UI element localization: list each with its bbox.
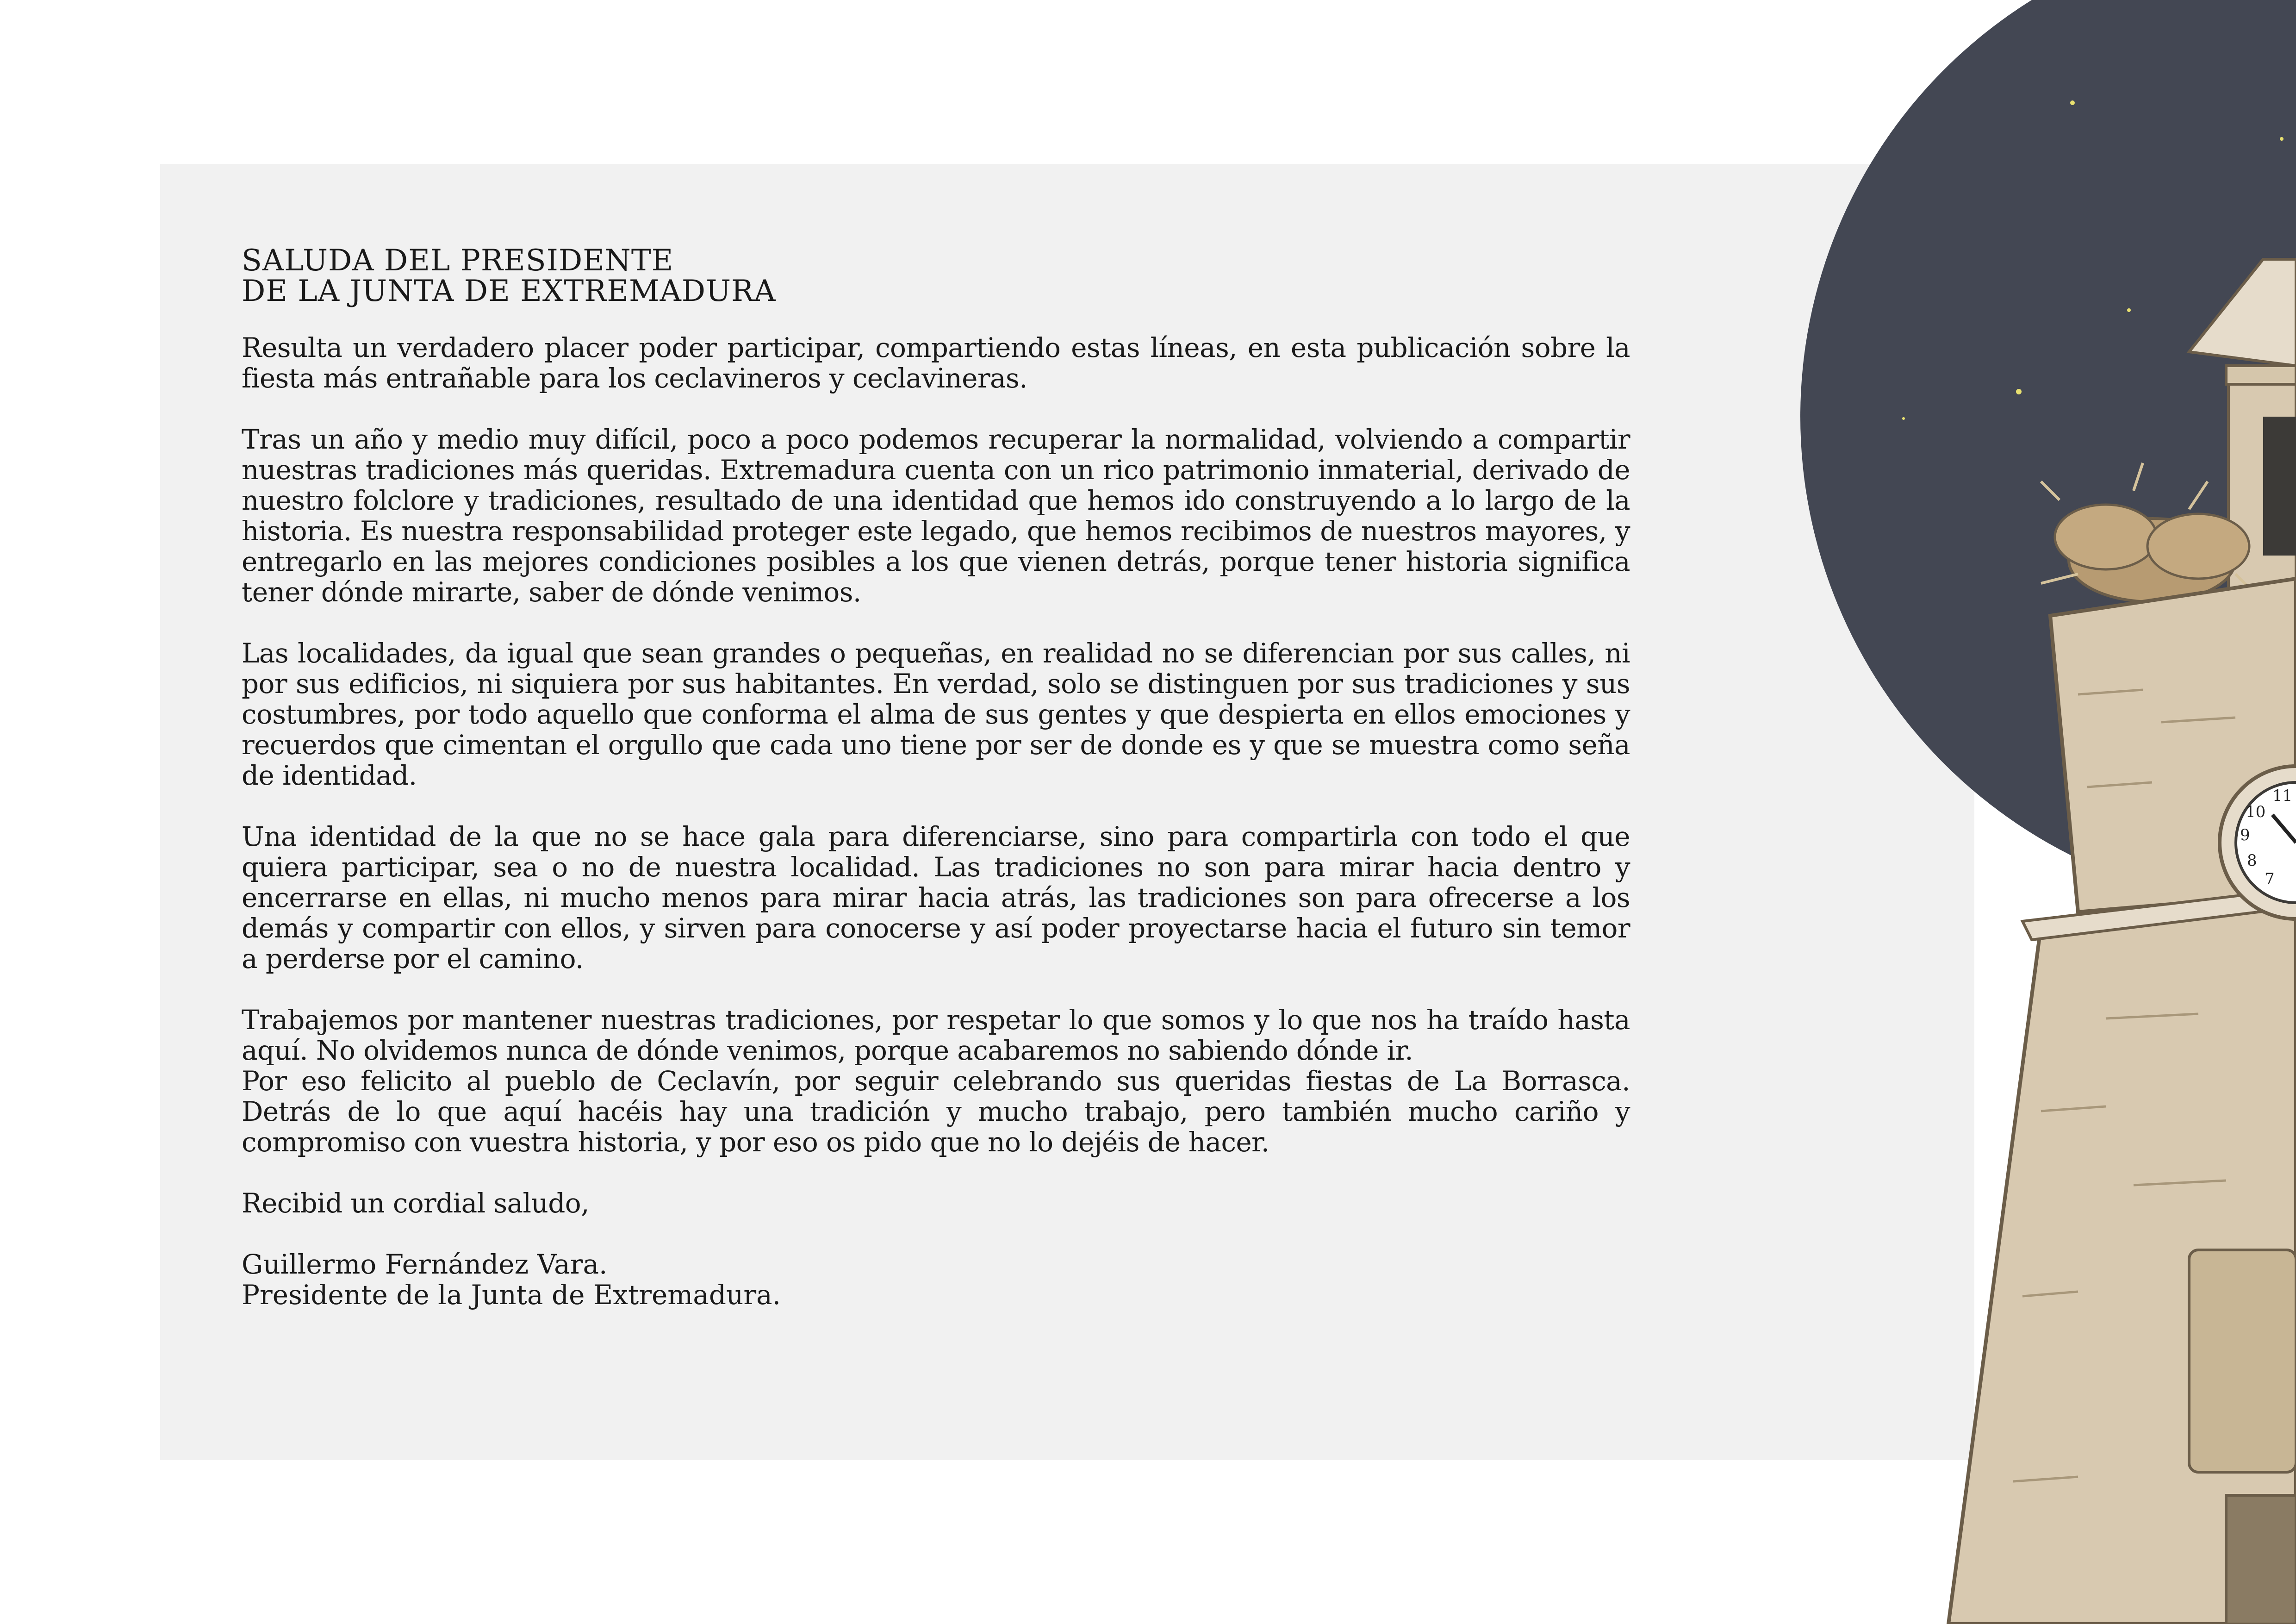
letter: [242, 245, 1630, 1310]
star: [2127, 308, 2131, 312]
clock-number: 11: [2272, 787, 2293, 805]
signature: [242, 1249, 1630, 1310]
window: [2226, 1495, 2296, 1624]
paragraph-1: Resulta un verdadero placer poder participar, compartiendo estas líneas, en esta publicación sobre la fiesta más entrañable para los ceclavineros y ceclavineras.: [242, 332, 1630, 394]
paragraph-4: Una identidad de la que no se hace gala para diferenciarse, sino para compartirla con todo el que quiera participar, sea o no de nuestra localidad. Las tradiciones no son para mirar hacia dentro y encerrarse en ellas, ni mucho menos para mirar hacia atrás, las tradiciones son para ofrecerse a los demás y compartir con ellos, y sirven para conocerse y así poder proyectarse hacia el futuro sin temor a perderse por el camino.: [242, 821, 1630, 974]
paragraph-3: Las localidades, da igual que sean grandes o pequeñas, en realidad no se diferencian por sus calles, ni por sus edificios, ni siquiera por sus habitantes. En verdad, solo se distinguen por sus tradiciones y sus costumbres, por todo aquello que conforma el alma de sus gentes y que despierta en ellos emociones y recuerdos que cimentan el orgullo que cada uno tiene por ser de donde es y que se muestra como seña de identidad.: [242, 637, 1630, 791]
letter-title: [242, 245, 1630, 306]
clock-number: 7: [2265, 870, 2275, 888]
title-line-2: DE LA JUNTA DE EXTREMADURA: [242, 274, 776, 308]
star: [2016, 389, 2022, 394]
clock-number: 9: [2240, 826, 2250, 844]
paragraph-2: Tras un año y medio muy difícil, poco a poco podemos recuperar la normalidad, volviendo a compartir nuestras tradiciones más queridas. Extremadura cuenta con un rico patrimonio inmaterial, derivado de nuestro folclore y tradiciones, resultado de una identidad que hemos ido construyendo a lo largo de la historia. Es nuestra responsabilidad proteger este legado, que hemos recibimos de nuestros mayores, y entregarlo en las mejores condiciones posibles a los que vienen detrás, porque tener historia significa tener dónde mirarte, saber de dónde venimos.: [242, 424, 1630, 608]
star: [1902, 417, 1905, 420]
clock-number: 8: [2247, 851, 2257, 870]
signature-title: Presidente de la Junta de Extremadura.: [242, 1279, 781, 1311]
star: [2280, 137, 2284, 141]
clock-tower-illustration: [1782, 0, 2296, 1624]
paragraph-6: Por eso felicito al pueblo de Ceclavín, por seguir celebrando sus queridas fiestas de La Borrasca. Detrás de lo que aquí hacéis hay una tradición y mucho trabajo, pero también mucho cariño y compromiso con vuestra historia, y por eso os pido que no lo dejéis de hacer.: [242, 1065, 1630, 1158]
paragraph-5: Trabajemos por mantener nuestras tradiciones, por respetar lo que somos y lo que nos ha traído hasta aquí. No olvidemos nunca de dónde venimos, porque acabaremos no sabiendo dónde ir.: [242, 1004, 1630, 1066]
star: [2070, 100, 2075, 105]
closing: Recibid un cordial saludo,: [242, 1187, 589, 1219]
coat-of-arms: [2189, 1250, 2296, 1472]
title-line-1: SALUDA DEL PRESIDENTE: [242, 244, 674, 278]
clock-number: 10: [2246, 803, 2266, 821]
signature-name: Guillermo Fernández Vara.: [242, 1249, 608, 1280]
